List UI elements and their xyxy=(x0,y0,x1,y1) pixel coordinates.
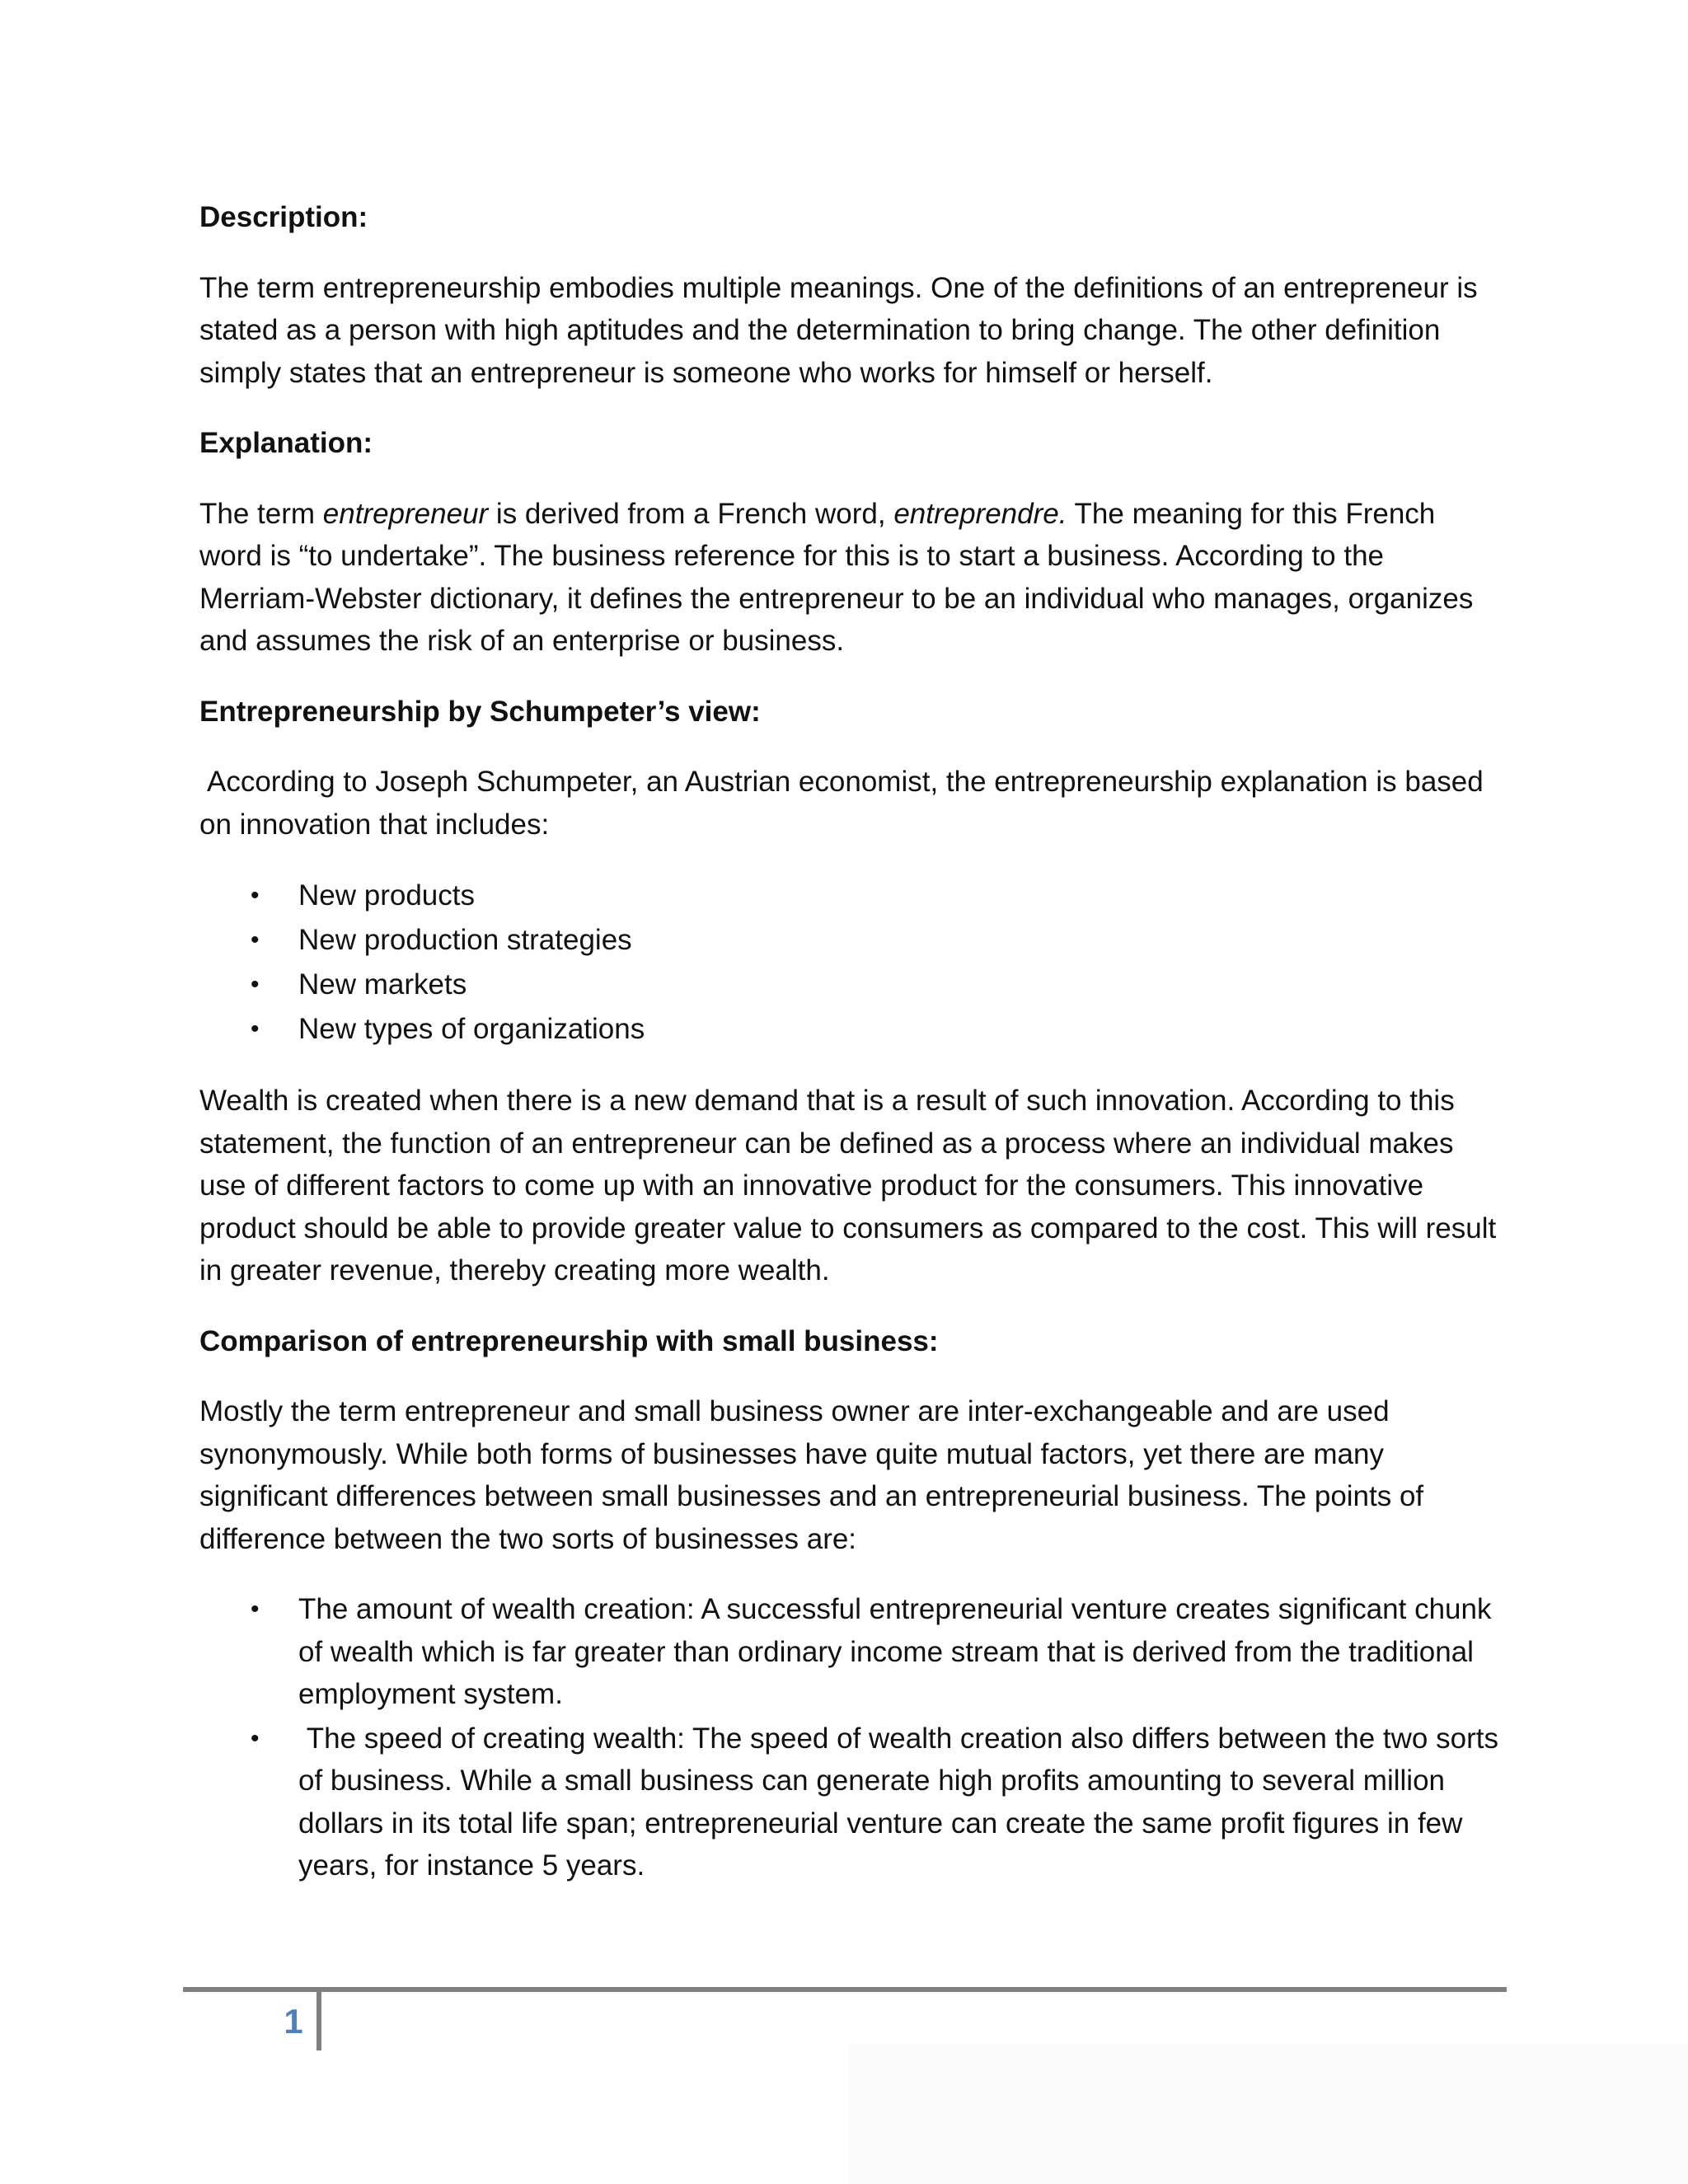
comparison-paragraph: Mostly the term entrepreneur and small business owner are inter-exchangeable and are used synonymously. While both forms of businesses have quite mutual factors, yet there are many significant differences between small businesses and an entrepreneurial business. The points of difference between the two sorts of businesses are: xyxy=(199,1395,1424,1555)
schumpeter-paragraph: According to Joseph Schumpeter, an Austrian economist, the entrepreneurship explanation is based on innovation that includes: xyxy=(199,766,1484,841)
bullet-icon: • xyxy=(251,971,260,998)
bullet-icon: • xyxy=(251,926,260,954)
bullet-icon: • xyxy=(251,1596,260,1623)
bullet-icon: • xyxy=(251,1015,260,1043)
section-heading-description: Description: xyxy=(199,201,368,233)
footer-vertical-rule xyxy=(316,1990,321,2050)
page-number: 1 xyxy=(284,2002,303,2041)
section-heading-explanation: Explanation: xyxy=(199,427,373,459)
explanation-paragraph xyxy=(199,493,1502,663)
difference-bullet-list xyxy=(199,1588,1507,1887)
list-item: • New products xyxy=(199,874,1502,918)
list-item: • New production strategies xyxy=(199,918,1502,963)
explanation-text-2: is derived from a French word, xyxy=(488,497,894,530)
document-body xyxy=(199,196,1507,1915)
list-item: • The amount of wealth creation: A successful entrepreneurial venture creates significant chunk of wealth which is far greater than ordinary income stream that is derived from the traditional employment system. xyxy=(199,1588,1502,1716)
page-corner-shade xyxy=(849,2044,1688,2184)
explanation-italic-entrepreneur: entrepreneur xyxy=(322,497,489,530)
description-paragraph: The term entrepreneurship embodies multiple meanings. One of the definitions of an entrepreneur is stated as a person with high aptitudes and the determination to bring change. The other definition simply states that an entrepreneur is someone who works for himself or herself. xyxy=(199,271,1478,389)
bullet-icon: • xyxy=(251,882,260,909)
list-item: • New markets xyxy=(199,963,1502,1007)
wealth-paragraph: Wealth is created when there is a new demand that is a result of such innovation. According to this statement, the function of an entrepreneur can be defined as a process where an individual makes use of different factors to come up with an innovative product for the consumers. This innovative product should be able to provide greater value to consumers as compared to the cost. This will result in greater revenue, thereby creating more wealth. xyxy=(199,1085,1497,1286)
section-heading-schumpeter: Entrepreneurship by Schumpeter’s view: xyxy=(199,695,761,728)
explanation-text-3: The meaning for this French word is “to undertake”. The business reference for this is to start a business. According to the Merriam-Webster dictionary, it defines the entrepreneur to be an individual who manages, organizes and assumes the risk of an enterprise or business. xyxy=(199,497,1474,657)
section-heading-comparison: Comparison of entrepreneurship with small business: xyxy=(199,1324,939,1357)
list-item: • The speed of creating wealth: The speed of wealth creation also differs between the two sorts of business. While a small business can generate high profits amounting to several million dollars in its total life span; entrepreneurial venture can create the same profit figures in few years, for instance 5 years. xyxy=(199,1718,1502,1887)
explanation-text-1: The term xyxy=(199,497,323,530)
bullet-icon: • xyxy=(251,1724,260,1752)
list-item: • New types of organizations xyxy=(199,1007,1502,1052)
explanation-italic-entreprendre: entreprendre. xyxy=(893,497,1067,530)
footer-horizontal-rule xyxy=(183,1987,1507,1992)
innovation-bullet-list xyxy=(199,874,1502,1052)
